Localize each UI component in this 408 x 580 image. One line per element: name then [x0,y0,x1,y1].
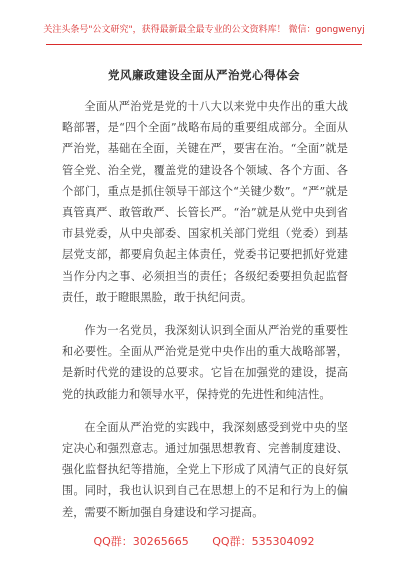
header-banner: 关注头条号"公文研究"，获得最新最全最专业的公文资料库！ 微信：gongwenyj [43,25,365,35]
paragraph-2: 作为一名党员，我深刻认识到全面从严治党的重要性和必要性。全面从严治党是党中央作出的重大战略部署，是新时代党的建设的总要求。它旨在加强党的建设，提高党的执政能力和领导水平，保持党的先进性和纯洁性。 [62,324,348,401]
document-body [62,96,348,535]
paragraph-3: 在全面从严治党的实践中，我深刻感受到党中央的坚定决心和强烈意志。通过加强思想教育、完善制度建设、强化监督执纪等措施，全党上下形成了风清气正的良好氛围。同时，我也认识到自己在思想上的不足和行为上的偏差，需要不断加强自身建设和学习提高。 [62,420,348,519]
footer-qq-group-2: QQ群：535304092 [212,535,315,548]
header-divider [46,44,362,45]
document-title: 党风廉政建设全面从严治党心得体会 [108,68,300,82]
footer [0,533,408,549]
footer-qq-group-1: QQ群：30265665 [93,535,189,548]
paragraph-1: 全面从严治党是党的十八大以来党中央作出的重大战略部署，是“四个全面”战略布局的重要组成部分。全面从严治党，基础在全面，关键在严，要害在治。“全面”就是管全党、治全党，覆盖党的建设各个领域、各个方面、各个部门，重点是抓住领导干部这个“关键少数”。“严”就是真管真严、敢管敢严、长管长严。“治”就是从党中央到省市县党委，从中央部委、国家机关部门党组（党委）到基层党支部，都要肩负起主体责任，党委书记要把抓好党建当作分内之事、必须担当的责任；各级纪委要担负起监督责任，敢于瞪眼黑脸，敢于执纪问责。 [62,100,348,304]
